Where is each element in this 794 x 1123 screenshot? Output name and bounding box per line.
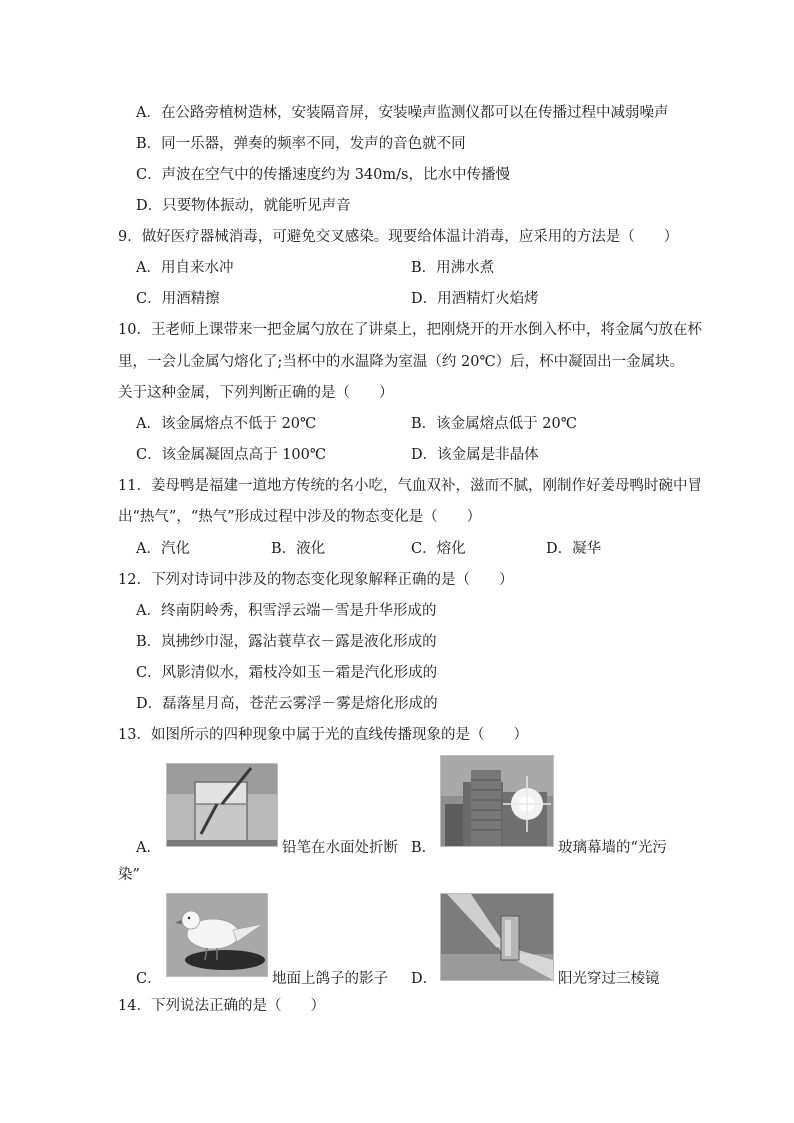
q11-option-a: A．汽化 — [136, 541, 190, 557]
q8-option-a: A．在公路旁植树造林，安装隔音屏，安装噪声监测仪都可以在传播过程中减弱噪声 — [136, 105, 669, 121]
q9-option-c: C．用酒精擦 — [136, 291, 220, 307]
q13-option-a-letter: A． — [136, 840, 161, 856]
q9-option-a: A．用自来水冲 — [136, 260, 234, 276]
q8-option-c: C．声波在空气中的传播速度约为 340m/s，比水中传播慢 — [136, 167, 510, 183]
q10-option-d: D．该金属是非晶体 — [411, 447, 539, 463]
q11-stem-line-1: 11．姜母鸭是福建一道地方传统的名小吃，气血双补，滋而不腻，刚制作好姜母鸭时碗中冒 — [118, 478, 702, 494]
q12-stem: 12．下列对诗词中涉及的物态变化现象解释正确的是（ ） — [118, 572, 514, 588]
q13-option-a-caption: 铅笔在水面处折断 — [282, 840, 398, 856]
q10-option-a: A．该金属熔点不低于 20℃ — [136, 416, 317, 432]
q11-option-d: D．凝华 — [546, 541, 602, 557]
q9-stem: 9．做好医疗器械消毒，可避免交叉感染。现要给体温计消毒，应采用的方法是（ ） — [118, 229, 679, 245]
q11-option-c: C．熔化 — [411, 541, 466, 557]
q10-option-b: B．该金属熔点低于 20℃ — [411, 416, 577, 432]
q9-option-b: B．用沸水煮 — [411, 260, 495, 276]
q11-stem-line-2: 出“热气”，“热气”形成过程中涉及的物态变化是（ ） — [118, 509, 482, 525]
q14-stem: 14．下列说法正确的是（ ） — [118, 998, 325, 1014]
q13-stem: 13．如图所示的四种现象中属于光的直线传播现象的是（ ） — [118, 727, 528, 743]
q13-option-d-letter: D． — [411, 971, 438, 987]
pencil-in-water-photo — [166, 763, 278, 847]
q13-option-b-letter: B． — [411, 840, 437, 856]
q8-option-b: B．同一乐器，弹奏的频率不同，发声的音色就不同 — [136, 136, 466, 152]
pigeon-shadow-photo — [166, 893, 268, 977]
q13-option-b-caption-continued: 染” — [118, 867, 140, 883]
q12-option-a: A．终南阴岭秀，积雪浮云端－雪是升华形成的 — [136, 603, 437, 619]
q9-option-d: D．用酒精灯火焰烤 — [411, 291, 539, 307]
glass-curtain-wall-photo — [440, 755, 554, 847]
q12-option-c: C．风影清似水，霜枝冷如玉－霜是汽化形成的 — [136, 665, 438, 681]
q13-option-d-caption: 阳光穿过三棱镜 — [558, 971, 660, 987]
q10-stem-line-2: 里，一会儿金属勺熔化了;当杯中的水温降为室温（约 20℃）后，杯中凝固出一金属块。 — [118, 354, 685, 370]
q10-stem-line-3: 关于这种金属，下列判断正确的是（ ） — [118, 385, 394, 401]
q12-option-d: D．磊落星月高，苍茫云雾浮－雾是熔化形成的 — [136, 696, 438, 712]
prism-photo — [440, 893, 554, 981]
q10-option-c: C．该金属凝固点高于 100℃ — [136, 447, 327, 463]
q11-option-b: B．液化 — [271, 541, 326, 557]
q13-option-c-caption: 地面上鸽子的影子 — [272, 971, 388, 987]
q13-option-b-caption: 玻璃幕墙的“光污 — [558, 840, 667, 856]
q13-option-c-letter: C． — [136, 971, 162, 987]
q8-option-d: D．只要物体振动，就能听见声音 — [136, 198, 351, 214]
q12-option-b: B．岚拂纱巾湿，露沾蓑草衣－露是液化形成的 — [136, 634, 437, 650]
q10-stem-line-1: 10．王老师上课带来一把金属勺放在了讲桌上，把刚烧开的开水倒入杯中，将金属勺放在杯 — [118, 322, 702, 338]
